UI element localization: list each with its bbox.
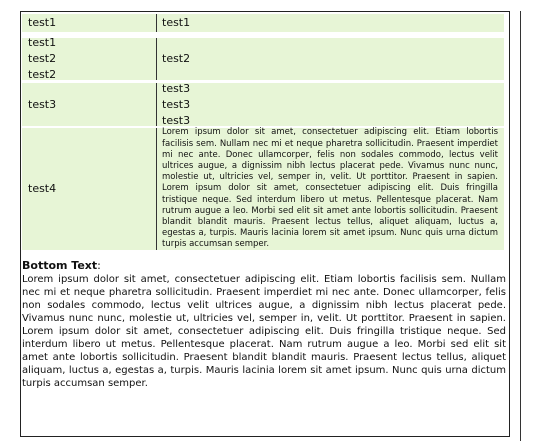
bottom-text-block: [22, 259, 506, 390]
cell-text: test1: [28, 36, 57, 49]
cell-text: test3: [162, 81, 191, 95]
right-margin-rule: [520, 11, 521, 441]
table-row: [22, 128, 504, 250]
bottom-heading-row: [22, 259, 506, 273]
cell-text: test3: [28, 97, 57, 111]
cell-text: test2: [28, 52, 57, 65]
table-cell-right: [162, 38, 498, 80]
table-cell-right: [162, 128, 498, 250]
bottom-heading-colon: :: [97, 259, 101, 272]
column-separator: [156, 83, 157, 126]
cell-paragraph: Lorem ipsum dolor sit amet, consectetuer adipiscing elit. Etiam lobortis facilisis sem. Nullam nec mi et neque pharetra sollicitudin. Praesent imperdiet mi nec ante. Donec ullamcorper, felis non sodales commodo, lectus velit ultrices augue, a dignissim nibh lectus placerat pede. Vivamus nunc nunc, molestie ut, ultricies vel, semper in, velit. Ut porttitor. Praesent in sapien. Lorem ipsum dolor sit amet, consectetuer adipiscing elit. Duis fringilla tristique neque. Sed interdum libero ut metus. Pellentesque placerat. Nam rutrum augue a leo. Morbi sed elit sit amet ante lobortis sollicitudin. Praesent blandit blandit mauris. Praesent lectus tellus, aliquet aliquam, luctus a, egestas a, turpis. Mauris lacinia lorem sit amet ipsum. Nunc quis urna dictum turpis accumsan semper.: [162, 127, 498, 250]
cell-text: test2: [162, 52, 191, 65]
column-separator: [156, 14, 157, 32]
cell-text: test4: [28, 182, 57, 195]
table-row: [22, 38, 504, 80]
column-separator: [156, 38, 157, 80]
table-cell-left: [28, 14, 152, 32]
table-cell-right: [162, 14, 498, 32]
table-row: [22, 14, 504, 32]
bottom-paragraph: Lorem ipsum dolor sit amet, consectetuer adipiscing elit. Etiam lobortis facilisis sem. Nullam nec mi et neque pharetra sollicitudin. Praesent imperdiet mi nec ante. Donec ullamcorper, felis non sodales commodo, lectus velit ultrices augue, a dignissim nibh lectus placerat pede. Vivamus nunc nunc, molestie ut, ultricies vel, semper in, velit. Ut porttitor. Praesent in sapien. Lorem ipsum dolor sit amet, consectetuer adipiscing elit. Duis fringilla tristique neque. Sed interdum libero ut metus. Pellentesque placerat. Nam rutrum augue a leo. Morbi sed elit sit amet ante lobortis sollicitudin. Praesent blandit blandit mauris. Praesent lectus tellus, aliquet aliquam, luctus a, egestas a, turpis. Mauris lacinia lorem sit amet ipsum. Nunc quis urna dictum turpis accumsan semper.: [22, 274, 506, 389]
cell-text: test1: [28, 16, 57, 29]
table-cell-left: [28, 128, 152, 250]
table-row: [22, 83, 504, 126]
table-cell-left: [28, 38, 152, 80]
cell-text: test3: [162, 97, 191, 111]
bottom-heading: Bottom Text: [22, 259, 98, 272]
cell-text: test3: [162, 113, 191, 127]
cell-text: test2: [28, 68, 57, 81]
table-cell-right: [162, 83, 498, 126]
cell-text: test1: [162, 16, 191, 29]
table-cell-left: [28, 83, 152, 126]
column-separator: [156, 128, 157, 250]
